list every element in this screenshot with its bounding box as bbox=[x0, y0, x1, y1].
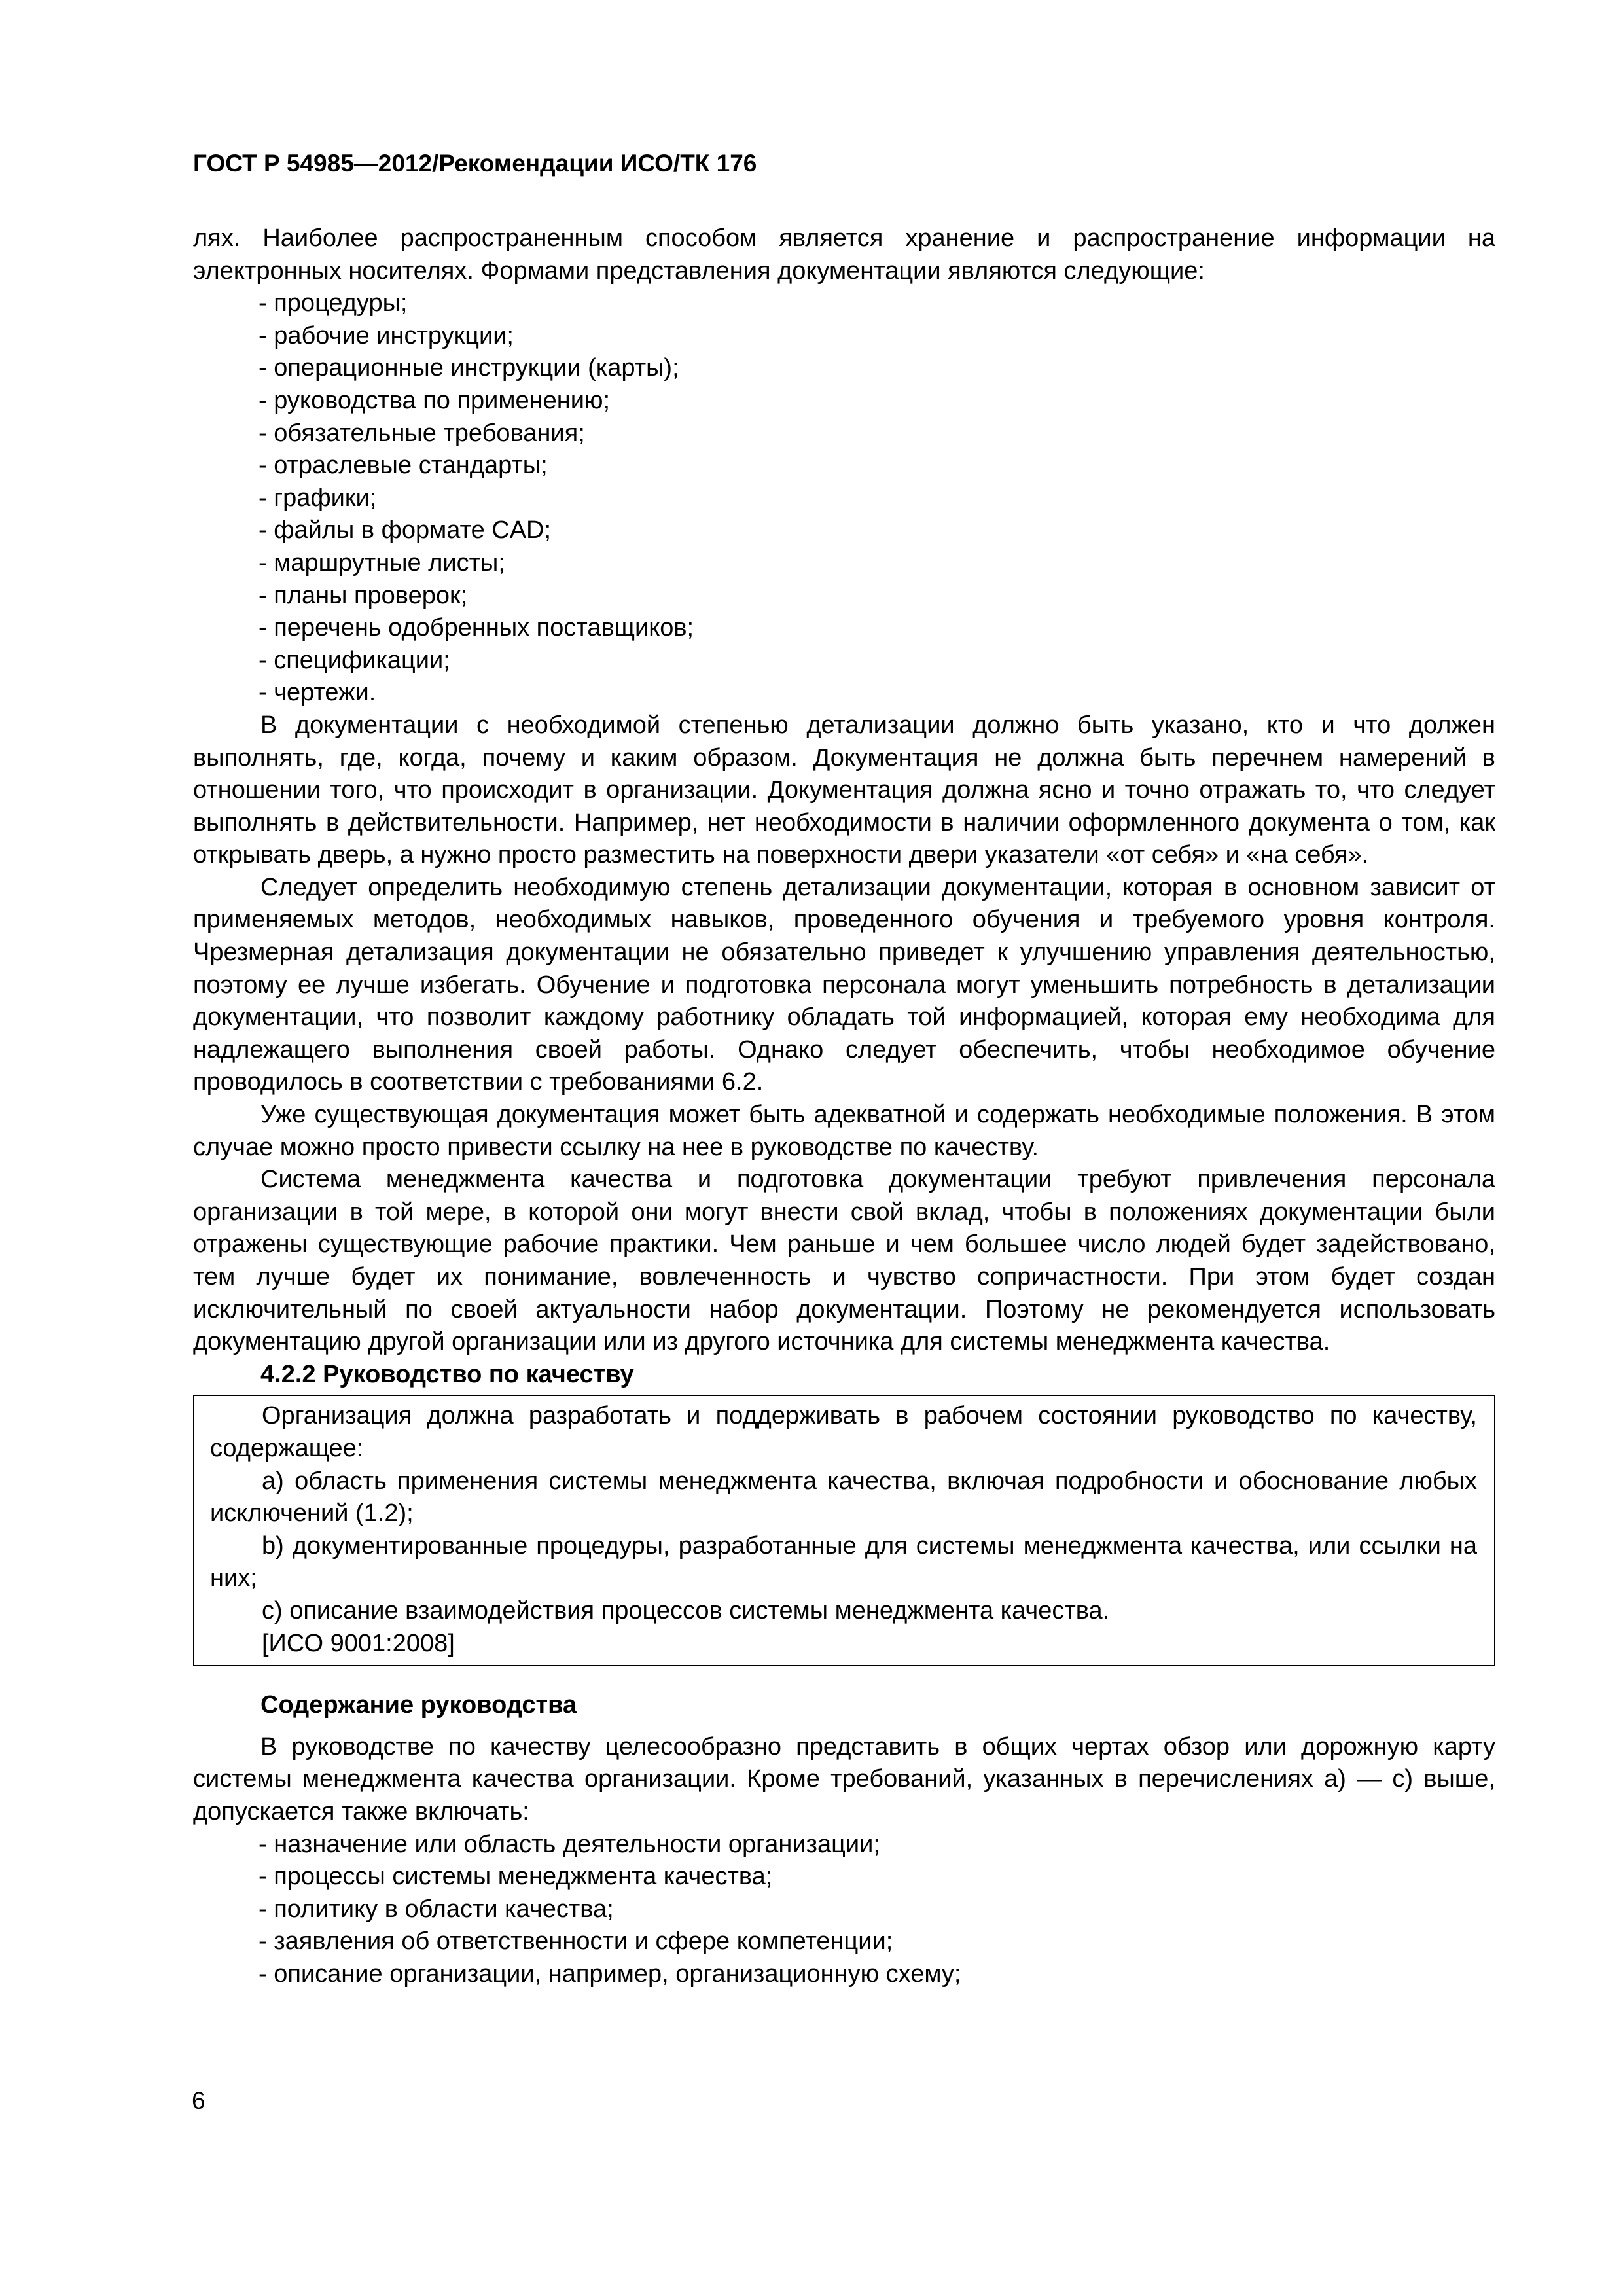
list-item: - обязательные требования; bbox=[193, 418, 1495, 450]
body-paragraph: В документации с необходимой степенью детализации должно быть указано, кто и что должен выполнять, где, когда, почему и каким образом. Документация не должна быть перечнем намерений в отношении того, что происходит в организации. Документация должна ясно и точно отражать то, что следует выполнять в действительности. Например, нет необходимости в наличии оформленного документа о том, как открывать дверь, а нужно просто разместить на поверхности двери указатели «от себя» и «на себя». bbox=[193, 711, 1495, 869]
list-item: - операционные инструкции (карты); bbox=[193, 352, 1495, 385]
list-item: - чертежи. bbox=[193, 677, 1495, 709]
list-item: - спецификации; bbox=[193, 645, 1495, 677]
list-item: - руководства по применению; bbox=[193, 385, 1495, 418]
list-item: - описание организации, например, организационную схему; bbox=[193, 1958, 1495, 1991]
body-paragraph: Система менеджмента качества и подготовка документации требуют привлечения персонала организации в той мере, в которой они могут внести свой вклад, чтобы в положениях документации были отражены существующие рабочие практики. Чем раньше и чем большее число людей будет задействовано, тем лучше будет их понимание, вовлеченность и чувство сопричастности. При этом будет создан исключительный по своей актуальности набор документации. Поэтому не рекомендуется использовать документацию другой организации или из другого источника для системы менеджмента качества. bbox=[193, 1166, 1495, 1356]
subsection-paragraph: В руководстве по качеству целесообразно представить в общих чертах обзор или дорожную карту системы менеджмента качества организации. Кроме требований, указанных в перечислениях а) — c) выше, допускается также включать: bbox=[193, 1732, 1495, 1825]
list-item: - заявления об ответственности и сфере компетенции; bbox=[193, 1926, 1495, 1958]
quote-intro: Организация должна разработать и поддерживать в рабочем состоянии руководство по качеству, содержащее: bbox=[210, 1402, 1477, 1462]
document-body bbox=[193, 223, 1495, 1990]
intro-paragraph: лях. Наиболее распространенным способом является хранение и распространение информации на электронных носителях. Формами представления документации являются следующие: bbox=[193, 224, 1495, 285]
list-item: - рабочие инструкции; bbox=[193, 320, 1495, 353]
list-item: - перечень одобренных поставщиков; bbox=[193, 612, 1495, 645]
documentation-forms-list bbox=[193, 287, 1495, 709]
page-number: 6 bbox=[192, 2087, 205, 2114]
list-item: - графики; bbox=[193, 482, 1495, 515]
manual-content-list bbox=[193, 1829, 1495, 1991]
list-item: - планы проверок; bbox=[193, 580, 1495, 613]
list-item: - процедуры; bbox=[193, 287, 1495, 320]
quote-item: a) область применения системы менеджмента качества, включая подробности и обоснование любых исключений (1.2); bbox=[210, 1467, 1477, 1528]
section-title: 4.2.2 Руководство по качеству bbox=[260, 1360, 634, 1388]
iso-quote-box bbox=[193, 1395, 1495, 1666]
document-header: ГОСТ Р 54985—2012/Рекомендации ИСО/ТК 176 bbox=[193, 150, 757, 177]
list-item: - файлы в формате CAD; bbox=[193, 514, 1495, 547]
subsection-title: Содержание руководства bbox=[260, 1691, 577, 1719]
list-item: - маршрутные листы; bbox=[193, 547, 1495, 580]
quote-item: b) документированные процедуры, разработанные для системы менеджмента качества, или ссылки на них; bbox=[210, 1532, 1477, 1592]
list-item: - процессы системы менеджмента качества; bbox=[193, 1861, 1495, 1893]
list-item: - назначение или область деятельности организации; bbox=[193, 1829, 1495, 1861]
quote-citation: [ИСО 9001:2008] bbox=[262, 1629, 455, 1657]
list-item: - политику в области качества; bbox=[193, 1893, 1495, 1926]
list-item: - отраслевые стандарты; bbox=[193, 450, 1495, 482]
body-paragraph: Уже существующая документация может быть адекватной и содержать необходимые положения. В этом случае можно просто привести ссылку на нее в руководстве по качеству. bbox=[193, 1101, 1495, 1161]
body-paragraph: Следует определить необходимую степень детализации документации, которая в основном зависит от применяемых методов, необходимых навыков, проведенного обучения и требуемого уровня контроля. Чрезмерная детализация документации не обязательно приведет к улучшению управления деятельностью, поэтому ее лучше избегать. Обучение и подготовка персонала могут уменьшить потребность в детализации документации, что позволит каждому работнику обладать той информацией, которая ему необходима для надлежащего выполнения своей работы. Однако следует обеспечить, чтобы необходимое обучение проводилось в соответствии с требованиями 6.2. bbox=[193, 873, 1495, 1096]
quote-item: c) описание взаимодействия процессов системы менеджмента качества. bbox=[262, 1596, 1110, 1624]
